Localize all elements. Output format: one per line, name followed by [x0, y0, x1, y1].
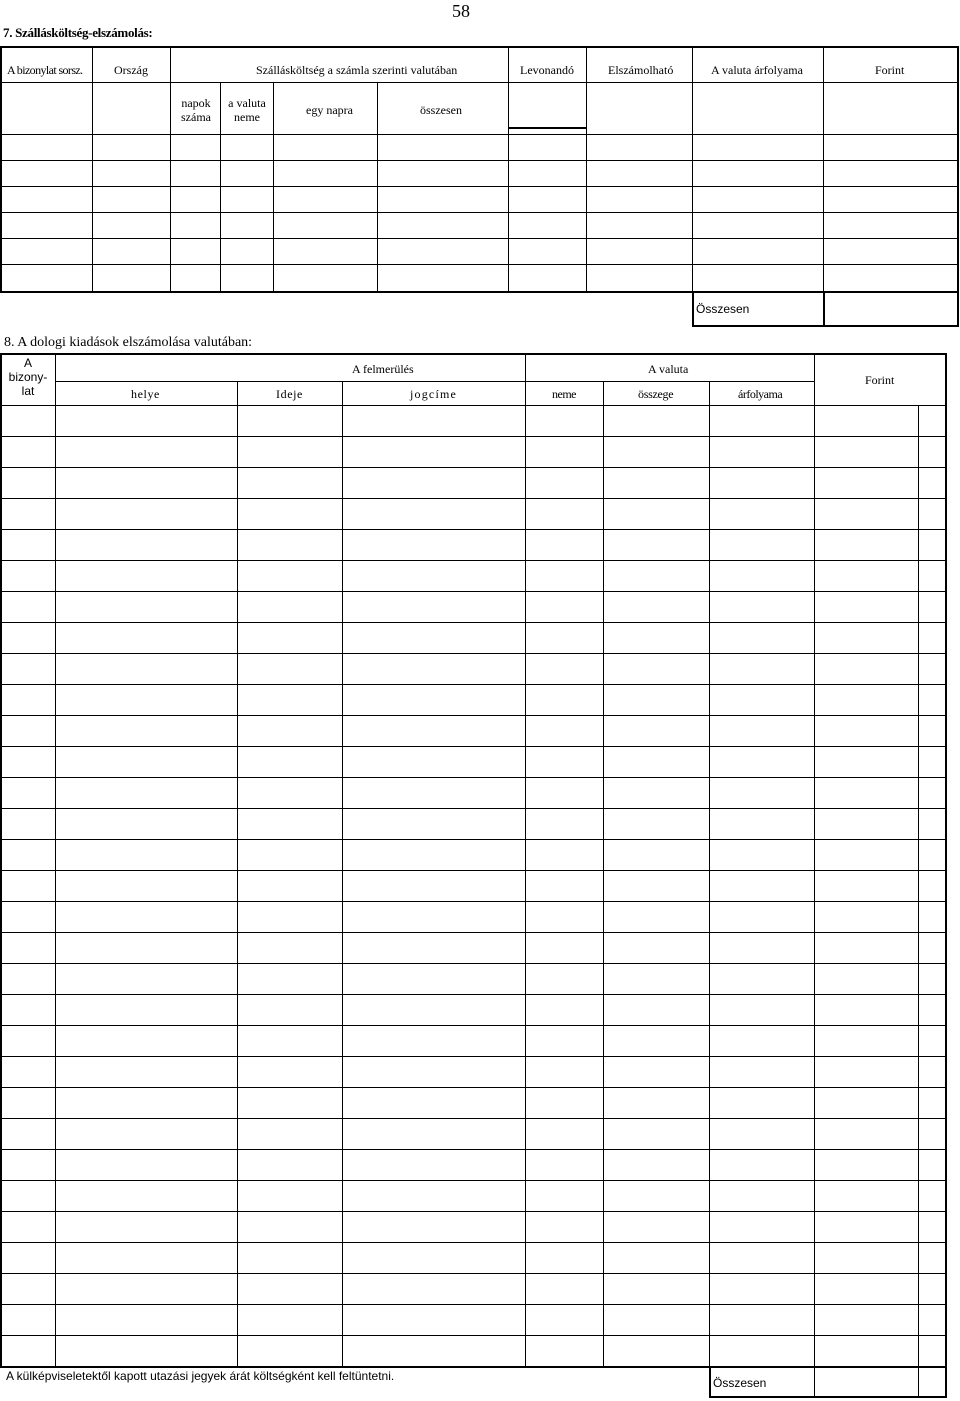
col-valuta-header: A valuta [648, 362, 689, 376]
s8-row-line [0, 405, 947, 406]
col-forint-header: Forint [865, 373, 895, 387]
s8-col-divider [525, 405, 526, 1368]
s7-levonando-underline [509, 127, 586, 129]
col-helye-header: helye [131, 387, 160, 401]
section8-border [0, 353, 947, 1368]
s7-total-value-box [823, 291, 959, 327]
s7-col-divider [692, 46, 693, 293]
s8-row-line [0, 870, 947, 871]
s8-col-divider [342, 405, 343, 1368]
col-arfolyama-header: árfolyama [738, 387, 783, 401]
s8-col-divider [603, 405, 604, 1368]
s8-row-line [0, 932, 947, 933]
s7-col-divider [273, 82, 274, 293]
col-osszesen-header: összesen [420, 103, 462, 117]
s8-total-label: Összesen [713, 1376, 767, 1390]
s8-row-line [0, 498, 947, 499]
col-ideje-header: Ideje [276, 387, 303, 401]
s8-header-divider [814, 353, 815, 405]
s8-row-line [0, 529, 947, 530]
s7-col-divider [377, 82, 378, 293]
col-jogcime-header: jogcíme [410, 387, 458, 401]
footnote: A külképviseletektől kapott utazási jegyek árát költségként kell feltüntetni. [6, 1369, 395, 1383]
s8-header-divider [525, 353, 526, 405]
section7-title: 7. Szállásköltség-elszámolás: [3, 25, 153, 40]
s8-row-line [0, 1118, 947, 1119]
s8-row-line [0, 994, 947, 995]
s7-col-divider [92, 46, 93, 293]
s8-row-line [0, 653, 947, 654]
bizonylat-line3: lat [21, 384, 35, 398]
col-osszege-header: összege [638, 387, 674, 401]
s8-row-line [0, 1242, 947, 1243]
col-orszag-header: Ország [114, 63, 148, 77]
s8-total-divider [814, 1366, 815, 1398]
s8-header-divider [603, 381, 604, 405]
bizonylat-line1: A [23, 356, 32, 370]
s7-row-line [0, 264, 959, 265]
s8-col-divider [814, 405, 815, 1368]
col-valuta-header [222, 96, 272, 124]
s7-col-divider [170, 46, 171, 293]
s8-row-line [0, 1304, 947, 1305]
s8-row-line [0, 1056, 947, 1057]
s7-total-label: Összesen [696, 302, 750, 316]
s7-col-divider [220, 82, 221, 293]
valuta-line1: a valuta [228, 96, 266, 110]
col-bizonylat-header: A bizonylat sorsz. [7, 63, 83, 77]
s8-row-line [0, 901, 947, 902]
col-napok-header [172, 96, 220, 124]
s8-header-subdivider [55, 381, 814, 382]
napok-line1: napok [181, 96, 211, 110]
col-egy-napra-header: egy napra [306, 103, 353, 117]
s8-row-line [0, 684, 947, 685]
s7-row-line [0, 238, 959, 239]
s8-row-line [0, 1335, 947, 1336]
section8-title: 8. A dologi kiadások elszámolása valutában: [4, 335, 253, 350]
s8-col-divider [237, 405, 238, 1368]
section7-border [0, 46, 959, 293]
page-number: 58 [452, 1, 470, 21]
s7-col-divider [586, 46, 587, 293]
napok-line2: száma [181, 110, 211, 124]
s7-header-divider [0, 82, 959, 83]
s7-col-divider [508, 46, 509, 293]
s8-row-line [0, 436, 947, 437]
col-szallaskoltseg-header: Szállásköltség a számla szerinti valutában [256, 63, 458, 77]
s8-col-divider [709, 405, 710, 1368]
s7-row-line [0, 160, 959, 161]
s7-row-line [0, 134, 959, 135]
s8-total-divider [918, 1366, 919, 1398]
s7-row-line [0, 186, 959, 187]
s8-header-divider [342, 381, 343, 405]
s8-row-line [0, 560, 947, 561]
s8-row-line [0, 1180, 947, 1181]
s8-row-line [0, 715, 947, 716]
col-neme-header: neme [552, 387, 576, 401]
bizonylat-line2: bizony- [8, 370, 48, 384]
s8-row-line [0, 622, 947, 623]
s8-row-line [0, 1273, 947, 1274]
s8-row-line [0, 839, 947, 840]
col-levonando-header: Levonandó [520, 63, 574, 77]
valuta-line2: neme [234, 110, 260, 124]
s8-row-line [0, 963, 947, 964]
s8-col-divider [918, 405, 919, 1368]
s7-row-line [0, 212, 959, 213]
s8-col-divider [55, 353, 56, 1368]
col-felmerules-header: A felmerülés [352, 362, 414, 376]
s8-row-line [0, 1211, 947, 1212]
s7-col-divider [823, 46, 824, 293]
s8-header-divider [237, 381, 238, 405]
col-bizonylat-header [2, 356, 54, 398]
s8-row-line [0, 1149, 947, 1150]
col-arfolyam-header: A valuta árfolyama [711, 63, 803, 77]
s8-row-line [0, 777, 947, 778]
s8-row-line [0, 591, 947, 592]
s8-row-line [0, 1087, 947, 1088]
s8-row-line [0, 808, 947, 809]
s8-row-line [0, 746, 947, 747]
col-elszamolhato-header: Elszámolható [608, 63, 674, 77]
s8-row-line [0, 1025, 947, 1026]
s8-header-divider [709, 381, 710, 405]
s8-row-line [0, 467, 947, 468]
col-forint-header: Forint [875, 63, 905, 77]
